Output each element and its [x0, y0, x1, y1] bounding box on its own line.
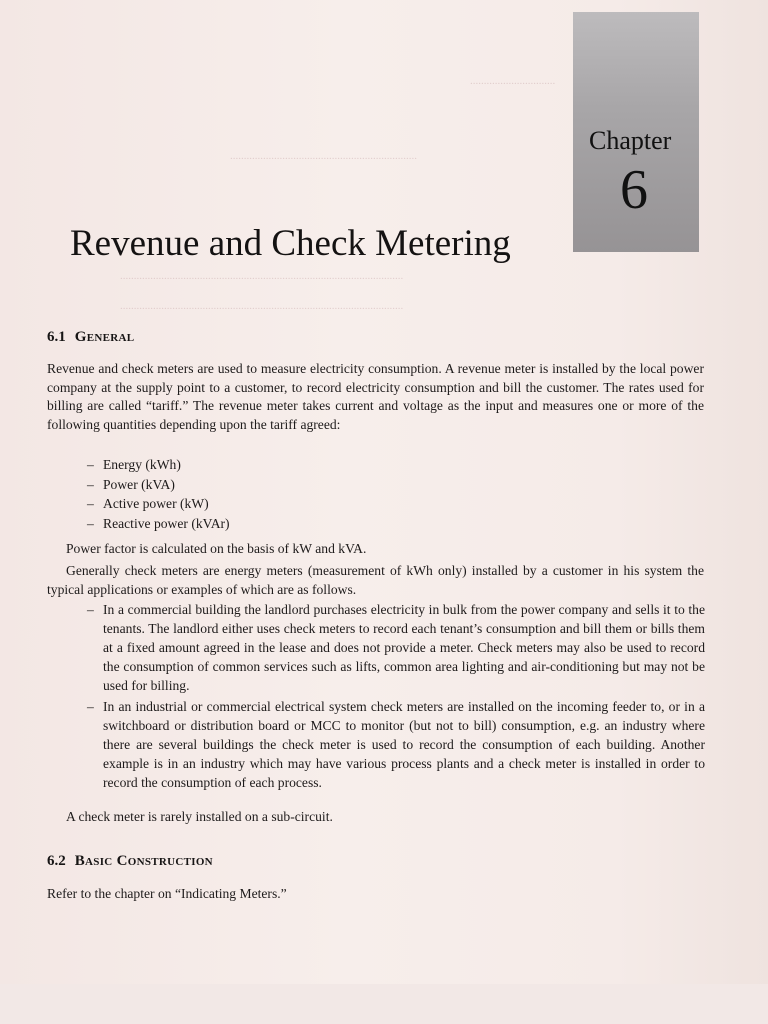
list-item [87, 475, 503, 495]
list-item-text: In an industrial or commercial electrical system check meters are installed on the incoming feeder to, or in a switchboard or distribution board or MCC to monitor (but not to bill) consumption, e.g. an industry where there are several buildings the check meter is used to record the consumption of each building. Another example is in an industry which may have various process plants and a check meter is installed in order to record the consumption of each process. [103, 699, 705, 790]
quantity-list [87, 455, 503, 533]
section-number: 6.2 [47, 853, 66, 869]
power-factor-note: Power factor is calculated on the basis of kW and kVA. [66, 541, 367, 556]
list-item [87, 514, 503, 534]
list-item-text: Power (kVA) [103, 476, 175, 492]
dash-bullet: – [87, 515, 94, 531]
list-item-text: Energy (kWh) [103, 457, 181, 472]
section-title: General [74, 329, 135, 345]
bleed-through-text: ....................................................................................................... [120, 300, 404, 312]
dash-bullet: – [87, 476, 94, 492]
list-item-text: Active power (kW) [103, 496, 209, 512]
dash-bullet: – [87, 699, 94, 714]
section-title: Basic Construction [74, 853, 213, 869]
bleed-through-text: ............................... [470, 75, 556, 87]
dash-bullet: – [87, 496, 94, 512]
list-item-text: Reactive power (kVAr) [103, 515, 230, 531]
list-item [87, 697, 705, 792]
chapter-label: Chapter [589, 126, 672, 155]
check-meter-paragraph: Generally check meters are energy meters (measurement of kWh only) installed by a customer in his system the typical applications or examples of which are as follows. [47, 563, 704, 597]
intro-paragraph: Revenue and check meters are used to measure electricity consumption. A revenue meter is installed by the local power company at the supply point to a customer, to record electricity consumption and bill the customer. The rates used for billing are called “tariff.” The revenue meter takes current and voltage as the input and measures one or more of the following quantities depending upon the tariff agreed: [47, 361, 704, 432]
list-item [87, 600, 705, 695]
section-heading-basic-construction [47, 853, 213, 870]
basic-construction-text: Refer to the chapter on “Indicating Meters.” [47, 886, 287, 901]
bleed-through-text: ....................................................................................................... [120, 270, 404, 282]
chapter-number: 6 [620, 159, 648, 221]
section-number: 6.1 [47, 329, 66, 345]
examples-list [87, 600, 705, 792]
dash-bullet: – [87, 457, 94, 472]
list-item [87, 455, 503, 475]
dash-bullet: – [87, 602, 94, 617]
list-item-text: In a commercial building the landlord purchases electricity in bulk from the power company and sells it to the tenants. The landlord either uses check meters to record each tenant’s consumption and bill them or bills them at a fixed amount agreed in the lease and does not provide a meter. Check meters may also be used to record the consumption of common services such as lifts, common area lighting and air-conditioning but may not be used for billing. [103, 602, 705, 693]
bleed-through-text: .................................................................... [230, 150, 417, 162]
section-heading-general [47, 329, 134, 346]
chapter-title: Revenue and Check Metering [70, 223, 511, 264]
sub-circuit-note: A check meter is rarely installed on a sub-circuit. [66, 809, 333, 824]
list-item [87, 494, 503, 514]
